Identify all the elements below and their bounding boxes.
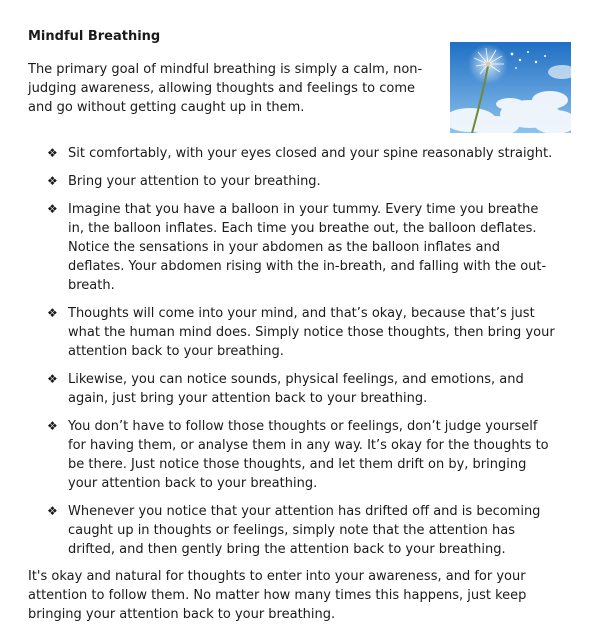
list-item-text: Thoughts will come into your mind, and that’s okay, because that’s just what the human mind does. Simply notice those thoughts, then bring your attention back to your breathing.: [68, 306, 555, 359]
list-item: [0, 144, 597, 163]
diamond-bullet-icon: ❖: [47, 372, 58, 386]
instructions-list: [0, 144, 597, 568]
diamond-bullet-icon: ❖: [47, 419, 58, 433]
diamond-bullet-icon: ❖: [47, 146, 58, 160]
intro-paragraph: The primary goal of mindful breathing is simply a calm, non-judging awareness, allowing thoughts and feelings to come and go without getting caught up in them.: [28, 62, 423, 115]
list-item-text: You don’t have to follow those thoughts or feelings, don’t judge yourself for having them, or analyse them in any way. It’s okay for the thoughts to be there. Just notice those thoughts, and let them drift on by, bringing your attention back to your breathing.: [68, 419, 549, 491]
closing-paragraph: It's okay and natural for thoughts to enter into your awareness, and for your attention to follow them. No matter how many times this happens, just keep bringing your attention back to your breathing.: [28, 569, 527, 622]
list-item: [0, 370, 597, 408]
dandelion-image: [450, 42, 571, 133]
list-item-text: Likewise, you can notice sounds, physical feelings, and emotions, and again, just bring your attention back to your breathing.: [68, 372, 524, 406]
list-item: [0, 304, 597, 361]
list-item: [0, 417, 597, 493]
list-item-text: Sit comfortably, with your eyes closed and your spine reasonably straight.: [68, 146, 553, 161]
list-item: [0, 502, 597, 559]
list-item: [0, 172, 597, 191]
list-item-text: Whenever you notice that your attention has drifted off and is becoming caught up in thoughts or feelings, simply note that the attention has drifted, and then gently bring the attention back to your breathing.: [68, 504, 541, 557]
diamond-bullet-icon: ❖: [47, 202, 58, 216]
list-item-text: Bring your attention to your breathing.: [68, 174, 321, 189]
page-title: Mindful Breathing: [28, 29, 161, 44]
diamond-bullet-icon: ❖: [47, 504, 58, 518]
list-item-text: Imagine that you have a balloon in your tummy. Every time you breathe in, the balloon inflates. Each time you breathe out, the balloon deflates. Notice the sensations in your abdomen as the balloon inflates and deflates. Your abdomen rising with the in-breath, and falling with the out-breath.: [68, 202, 547, 293]
list-item: [0, 200, 597, 295]
diamond-bullet-icon: ❖: [47, 306, 58, 320]
dandelion-sky-photo: [450, 42, 571, 133]
diamond-bullet-icon: ❖: [47, 174, 58, 188]
